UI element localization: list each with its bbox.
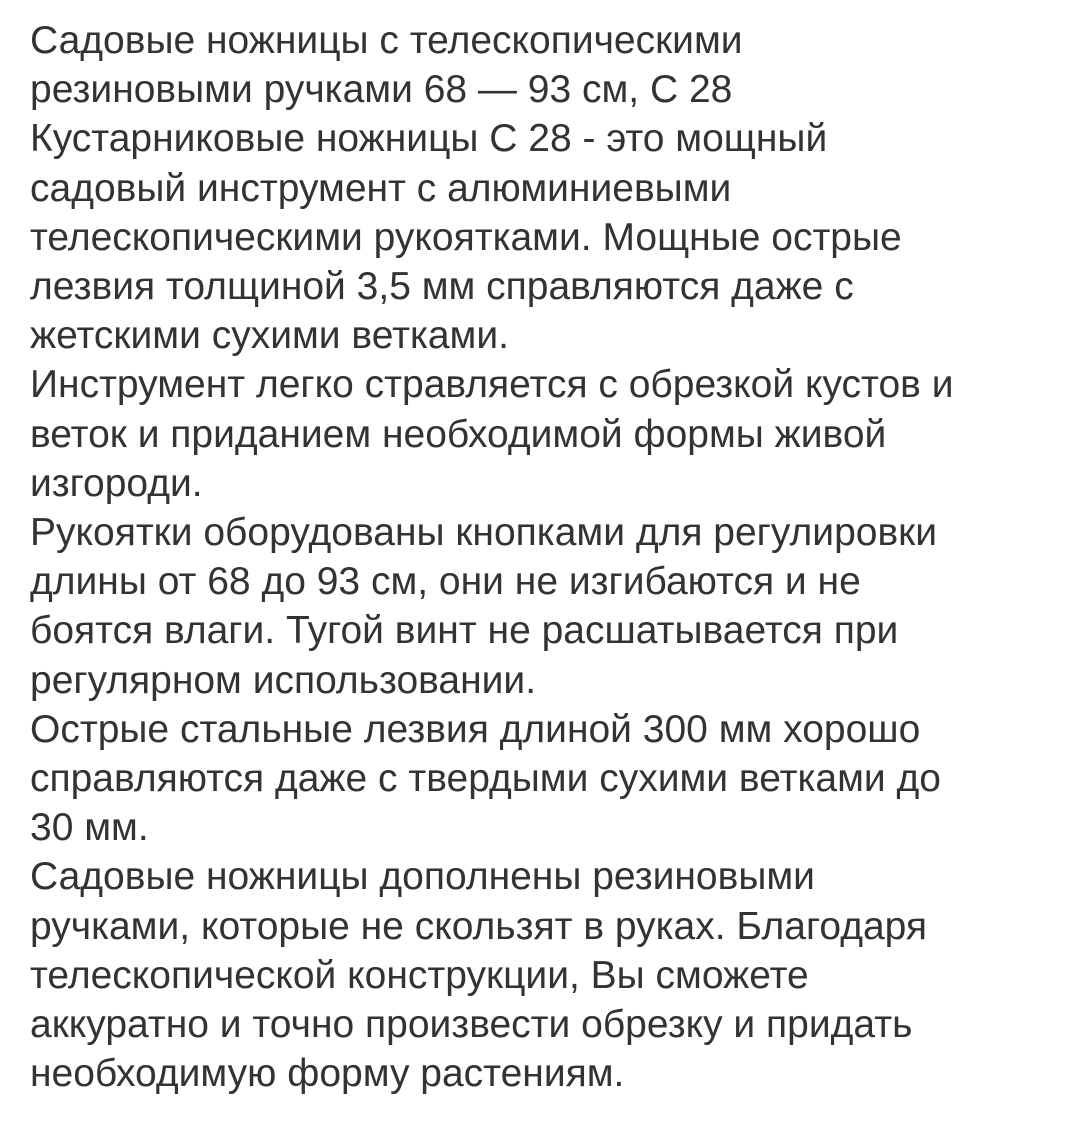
handles-paragraph xyxy=(30,508,1080,705)
text-line: справляются даже с твердыми сухими ветками до xyxy=(30,757,941,801)
intro-paragraph xyxy=(30,114,1080,360)
text-line: необходимую форму растениям. xyxy=(30,1052,625,1096)
text-line: веток и приданием необходимой формы живой xyxy=(30,412,887,456)
text-line: регулярном использовании. xyxy=(30,658,537,702)
text-line: 30 мм. xyxy=(30,806,149,850)
text-line: резиновыми ручками 68 — 93 см, С 28 xyxy=(30,68,733,112)
text-line: телескопическими рукоятками. Мощные острые xyxy=(30,215,902,259)
grips-paragraph xyxy=(30,852,1080,1098)
text-line: Инструмент легко стравляется с обрезкой кустов и xyxy=(30,363,954,407)
text-line: ручками, которые не скользят в руках. Благодаря xyxy=(30,904,928,948)
text-line: боятся влаги. Тугой винт не расшатывается при xyxy=(30,609,899,653)
text-line: Рукоятки оборудованы кнопками для регулировки xyxy=(30,511,938,555)
text-line: лезвия толщиной 3,5 мм справляются даже с xyxy=(30,265,854,309)
text-line: жетскими сухими ветками. xyxy=(30,314,509,358)
blades-paragraph xyxy=(30,705,1080,853)
text-line: длины от 68 до 93 см, они не изгибаются и не xyxy=(30,560,861,604)
text-line: изгороди. xyxy=(30,461,203,505)
usage-paragraph xyxy=(30,360,1080,508)
text-line: аккуратно и точно произвести обрезку и придать xyxy=(30,1003,913,1047)
text-line: Кустарниковые ножницы С 28 - это мощный xyxy=(30,117,828,161)
text-line: телескопической конструкции, Вы сможете xyxy=(30,953,809,997)
text-line: садовый инструмент с алюминиевыми xyxy=(30,166,732,210)
text-line: Садовые ножницы дополнены резиновыми xyxy=(30,855,815,899)
text-line: Садовые ножницы с телескопическими xyxy=(30,19,743,62)
title-paragraph xyxy=(30,16,1080,114)
text-line: Острые стальные лезвия длиной 300 мм хорошо xyxy=(30,707,921,751)
